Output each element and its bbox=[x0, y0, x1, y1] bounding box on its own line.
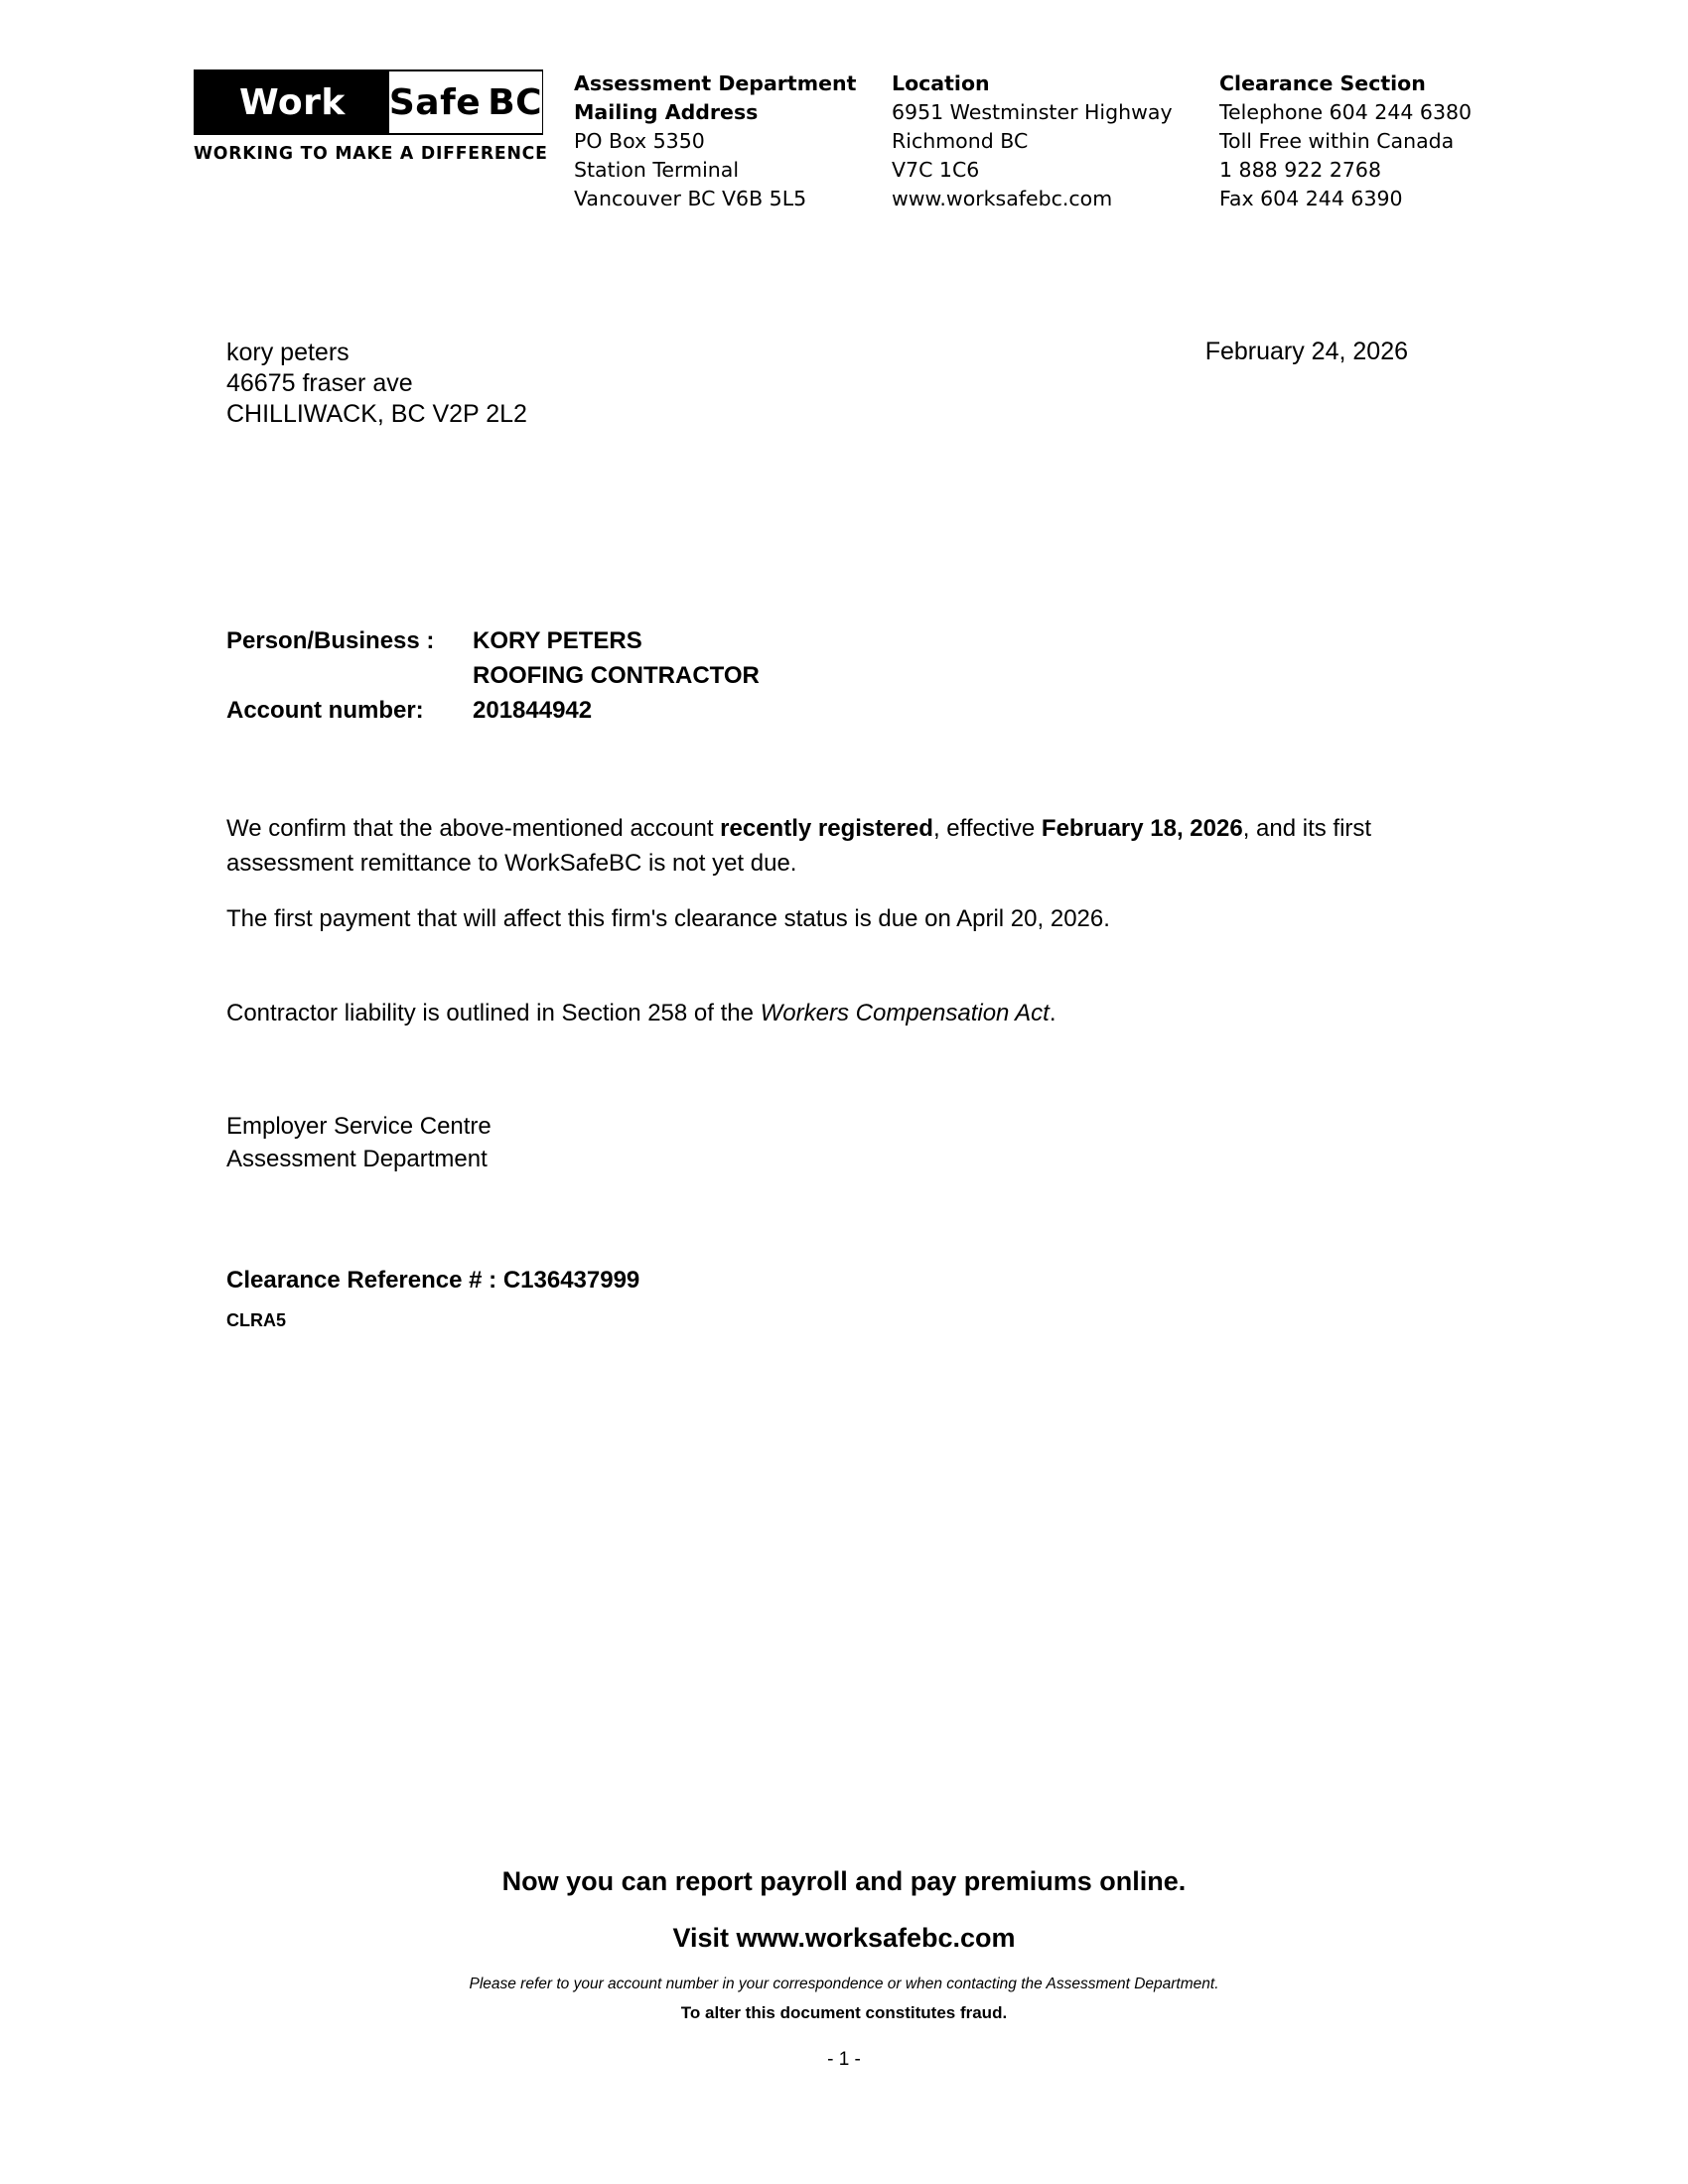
clearance-title: Clearance Section bbox=[1219, 71, 1426, 95]
confirm-effective-date-bold: February 18, 2026 bbox=[1041, 815, 1243, 842]
person-business-value-line2: ROOFING CONTRACTOR bbox=[473, 662, 760, 689]
person-business-row bbox=[226, 623, 760, 658]
liability-text-part1: Contractor liability is outlined in Section 258 of the bbox=[226, 1000, 761, 1026]
confirm-text-part2: , effective bbox=[932, 815, 1042, 842]
footer-fraud-warning: To alter this document constitutes fraud. bbox=[680, 2003, 1008, 2022]
footer-promo-line: Now you can report payroll and pay premiums online. bbox=[501, 1866, 1187, 1896]
location-line-street: 6951 Westminster Highway bbox=[892, 100, 1173, 124]
account-number-row bbox=[226, 693, 760, 728]
logo-safebc-segment bbox=[389, 71, 542, 133]
person-business-label-spacer bbox=[226, 658, 473, 693]
location-line-city: Richmond BC bbox=[892, 129, 1029, 153]
paragraph-first-payment: The first payment that will affect this firm's clearance status is due on April 20, 2026. bbox=[226, 905, 1110, 932]
mailing-title-department: Assessment Department bbox=[574, 71, 857, 95]
mailing-line-po-box: PO Box 5350 bbox=[574, 129, 705, 153]
signature-block bbox=[226, 1110, 1398, 1175]
account-number-label: Account number: bbox=[226, 697, 424, 724]
addressee-street: 46675 fraser ave bbox=[226, 369, 413, 397]
confirm-text-part3: , and its first assessment remittance to WorkSafeBC is not yet due. bbox=[226, 815, 1372, 877]
clearance-reference-number: Clearance Reference # : C136437999 bbox=[226, 1267, 640, 1294]
account-summary-block bbox=[226, 623, 760, 728]
header-column-mailing bbox=[566, 69, 892, 213]
header-column-clearance bbox=[1219, 69, 1547, 213]
person-business-value: KORY PETERS bbox=[473, 627, 642, 654]
logo-safe-text: Safe bbox=[388, 81, 482, 123]
signature-line-assessment-department: Assessment Department bbox=[226, 1146, 488, 1172]
clearance-line-tollfree-label: Toll Free within Canada bbox=[1219, 129, 1455, 153]
logo-work-text: Work bbox=[239, 81, 346, 123]
mailing-title-address: Mailing Address bbox=[574, 100, 759, 124]
footer-visit-website[interactable]: Visit www.worksafebc.com bbox=[672, 1923, 1016, 1953]
footer-account-note: Please refer to your account number in your correspondence or when contacting the Assessment Department. bbox=[469, 1976, 1219, 1992]
clearance-line-fax: Fax 604 244 6390 bbox=[1219, 187, 1403, 210]
liability-act-italic: Workers Compensation Act bbox=[760, 1000, 1050, 1026]
addressee-block bbox=[226, 338, 527, 430]
mailing-line-city: Vancouver BC V6B 5L5 bbox=[574, 187, 807, 210]
location-line-website[interactable]: www.worksafebc.com bbox=[892, 187, 1113, 210]
footer-page-number: - 1 - bbox=[827, 2049, 861, 2070]
liability-text-part2: . bbox=[1049, 1000, 1056, 1026]
confirm-text-part1: We confirm that the above-mentioned account bbox=[226, 815, 721, 842]
person-business-label: Person/Business : bbox=[226, 627, 435, 654]
location-line-postal: V7C 1C6 bbox=[892, 158, 980, 182]
document-footer bbox=[0, 1866, 1688, 2071]
clearance-reference-block bbox=[226, 1263, 1398, 1338]
worksafebc-logo bbox=[194, 69, 566, 164]
letter-date: February 24, 2026 bbox=[1204, 338, 1408, 365]
clearance-line-tollfree-number: 1 888 922 2768 bbox=[1219, 158, 1382, 182]
logo-tagline: WORKING TO MAKE A DIFFERENCE bbox=[194, 144, 548, 164]
clearance-line-telephone: Telephone 604 244 6380 bbox=[1219, 100, 1473, 124]
paragraph-confirmation bbox=[226, 811, 1398, 881]
logo-mark bbox=[194, 69, 543, 135]
header-column-location bbox=[892, 69, 1219, 213]
confirm-status-bold: recently registered bbox=[720, 815, 933, 842]
addressee-name: kory peters bbox=[226, 339, 350, 366]
location-title: Location bbox=[892, 71, 990, 95]
logo-bc-text: BC bbox=[488, 81, 543, 123]
document-header bbox=[194, 69, 1547, 213]
account-number-value: 201844942 bbox=[473, 697, 593, 724]
person-business-row-2 bbox=[226, 658, 760, 693]
paragraph-contractor-liability bbox=[226, 996, 1398, 1030]
logo-work-segment bbox=[196, 71, 389, 133]
clearance-form-code: CLRA5 bbox=[226, 1310, 287, 1330]
mailing-line-station: Station Terminal bbox=[574, 158, 740, 182]
addressee-city-province-postal: CHILLIWACK, BC V2P 2L2 bbox=[226, 400, 527, 428]
signature-line-employer-service-centre: Employer Service Centre bbox=[226, 1113, 492, 1140]
